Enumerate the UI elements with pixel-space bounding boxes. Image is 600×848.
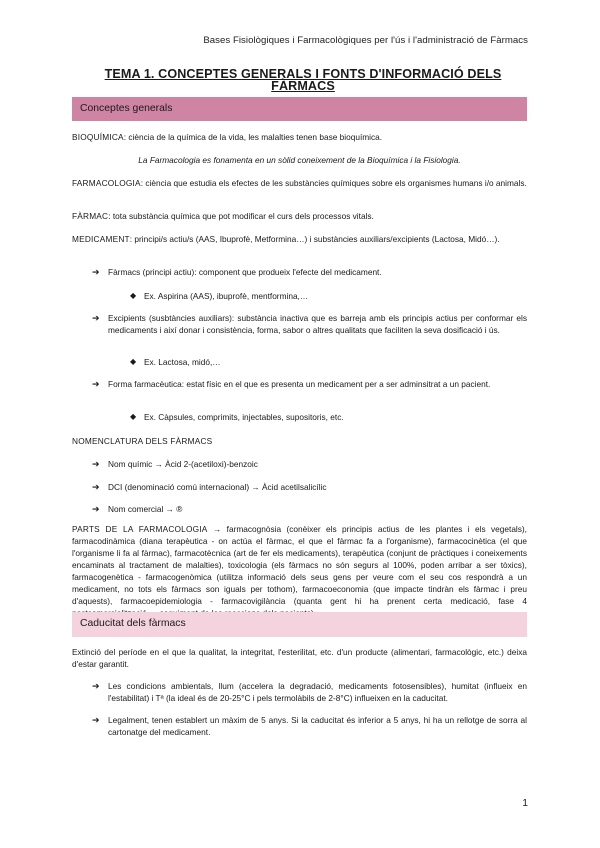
list-item-excipients [92,312,527,336]
diamond-bullet-icon: ◆ [130,357,137,366]
definition-text: : tota substància química que pot modificar el curs dels processos vitals. [108,211,374,221]
definition-farmac [72,210,527,222]
nomenclatura-heading: NOMENCLATURA DELS FÀRMACS [72,436,213,446]
arrow-icon: ➔ [92,715,100,725]
list-item-text: Nom comercial → ® [108,504,183,514]
list-item-text: Excipients (susbtàncies auxiliars): substància inactiva que es barreja amb els principis actius per conformar els medicaments i així donar i consistència, forma, sabor o altres qualitats que faciliten la seva dosificació i ús. [108,313,527,335]
nomenclatura-item-comercial [92,503,527,515]
arrow-icon: ➔ [92,313,100,323]
arrow-icon: ➔ [92,267,100,277]
section-heading-caducitat: Caducitat dels fàrmacs [72,612,527,637]
list-item-forma [92,378,527,390]
list-item-text: Nom químic → Àcid 2-(acetiloxi)-benzoic [108,459,258,469]
list-item-text: Les condicions ambientals, llum (accelera la degradació, medicaments fotosensibles), humitat (influeix en l'estabilitat) i Tª (la ideal és de 20-25°C i pels termolàbils de 2-8°C) influeixen en la caducitat. [108,681,527,703]
running-header: Bases Fisiològiques i Farmacològiques per l'ús i l'administració de Fàrmacs [203,35,528,46]
caducitat-item-condicions [92,680,527,704]
parts-text: → farmacognòsia (conèixer els principis actius de les plantes i els vegetals), farmacodinàmica (diana terapèutica - on actúa el fàrmac, el que el fàrmac fa a l'organisme), farmacocinètica (el que l'organisme li fa al fàrmac), farmacotècnica (art de fer els medicaments), terapèutica (conjunt de pràctiques i coneixements encaminats al tractament de malalties), toxicologia (els fàrmacs no són segurs al 100%, poden arribar a ser tòxics), farmacogenètica - farmacogenòmica (utilitza informació dels seus gens per veure com el seu cos respondrà a un medicament, no tots els fàrmacs son iguals per tothom), farmacoeconomia (que impacte tindràn els fàrmac i preu d'aquests), farmacoepidemiologia - farmacovigilància (quanta gent hi ha prenent certa medicació, fase 4 [72,524,527,606]
term-label: PARTS DE LA FARMACOLOGIA [72,524,208,534]
list-item-text: Forma farmacèutica: estat físic en el que es presenta un medicament per a ser adminsitrat a un pacient. [108,379,491,389]
definition-text: : ciència que estudia els efectes de les substàncies químiques sobre els organismes humans i/o animals. [140,178,527,188]
arrow-icon: ➔ [92,379,100,389]
example-text: Ex. Càpsules, comprimits, injectables, supositoris, etc. [144,412,344,422]
example-text: Ex. Lactosa, midó,… [144,357,221,367]
definition-medicament [72,233,527,245]
example-excipients [130,356,527,368]
list-item-farmacs [92,266,527,278]
section-heading-concepts: Conceptes generals [72,97,527,121]
example-farmacs [130,290,527,302]
page-title: TEMA 1. CONCEPTES GENERALS I FONTS D'INFORMACIÓ DELS FÀRMACS [104,67,502,93]
arrow-icon: ➔ [92,459,100,469]
list-item-text: Fàrmacs (principi actiu): component que produeix l'efecte del medicament. [108,267,382,277]
nomenclatura-item-quimic [92,458,527,470]
term-label: FARMACOLOGIA [72,178,141,188]
quote: La Farmacologia es fonamenta en un sòlid coneixement de la Bioquímica i la Fisiologia. [138,155,461,165]
definition-text: : principi/s actiu/s (AAS, Ibuprofè, Metformina…) i substàncies auxiliars/excipients (Lactosa, Midó…). [129,234,500,244]
definition-farmacologia [72,177,527,189]
definition-text: : ciència de la química de la vida, les malalties tenen base bioquímica. [123,132,383,142]
nomenclatura-item-dci [92,481,527,493]
list-item-text: Legalment, tenen establert un màxim de 5 anys. Si la caducitat és inferior a 5 anys, hi ha un rellotge de sorra al cartonatge del medicament. [108,715,527,737]
list-item-text: DCI (denominació comú internacional) → Àcid acetilsalicílic [108,482,327,492]
diamond-bullet-icon: ◆ [130,291,137,300]
parts-farmacologia [72,523,527,619]
diamond-bullet-icon: ◆ [130,412,137,421]
arrow-icon: ➔ [92,681,100,691]
term-label: MEDICAMENT [72,234,130,244]
page-number: 1 [522,798,528,809]
term-label: FÀRMAC [72,211,109,221]
definition-bioquimica [72,131,527,143]
caducitat-intro: Extinció del període en el que la qualitat, la integritat, l'esterilitat, etc. d'un producte (alimentari, farmacològic, etc.) deixa d'estar garantit. [72,647,527,669]
caducitat-item-legal [92,714,527,738]
term-label: BIOQUÍMICA [72,132,124,142]
example-forma [130,411,527,423]
example-text: Ex. Aspirina (AAS), ibuprofè, mentformina,… [144,291,309,301]
arrow-icon: ➔ [92,504,100,514]
arrow-icon: ➔ [92,482,100,492]
